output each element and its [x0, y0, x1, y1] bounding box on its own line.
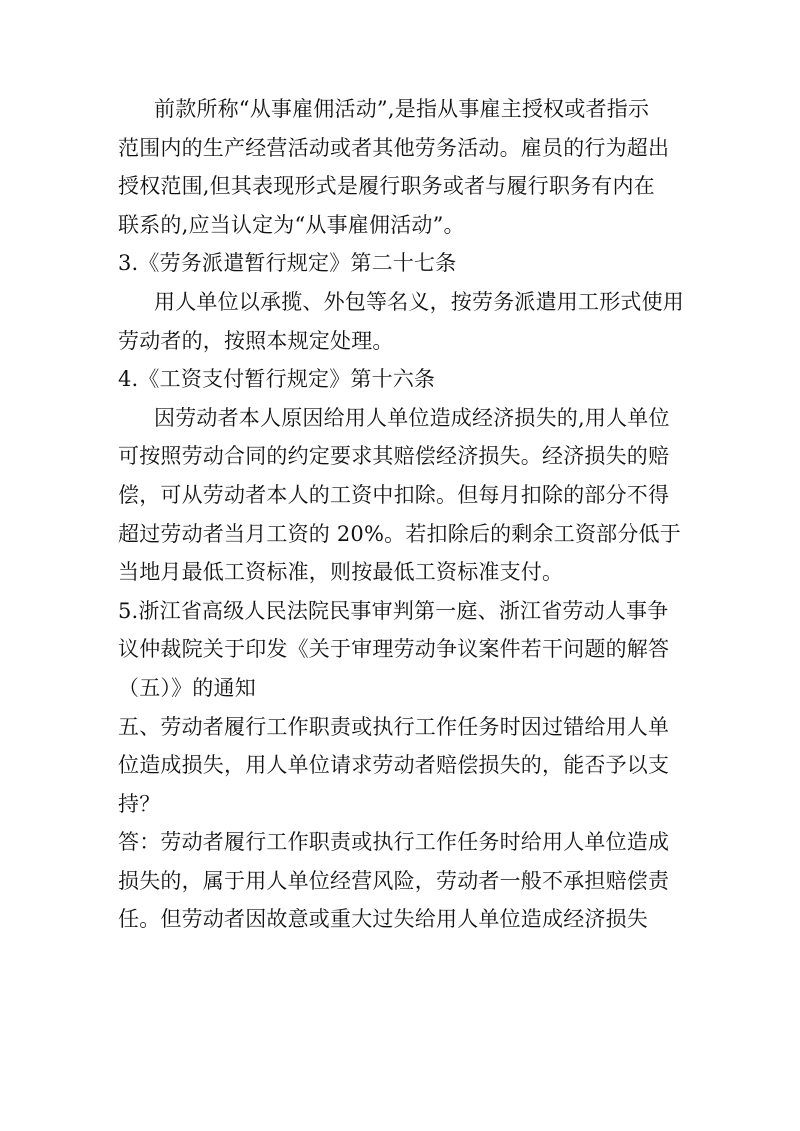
- section-heading: 3.《劳务派遣暂行规定》第二十七条: [118, 251, 457, 276]
- text-line: 前款所称“从事雇佣活动”,是指从事雇主授权或者指示: [154, 97, 650, 121]
- text-line: 因劳动者本人原因给用人单位造成经济损失的,用人单位: [154, 405, 670, 430]
- text-line: 偿，可从劳动者本人的工资中扣除。但每月扣除的部分不得: [118, 482, 670, 507]
- section-heading: 议仲裁院关于印发《关于审理劳动争议案件若干问题的解答: [118, 637, 670, 662]
- heading-wage-payment-article-16: [118, 360, 684, 399]
- document-page: [118, 90, 684, 939]
- answer-item-five: [118, 823, 684, 939]
- paragraph-employment-activity-definition: [118, 90, 684, 244]
- text-line: 劳动者的，按照本规定处理。: [118, 328, 394, 353]
- question-item-five: [118, 708, 684, 824]
- text-line: 持？: [118, 791, 161, 816]
- heading-zhejiang-court-notice: [118, 592, 684, 708]
- text-line: 当地月最低工资标准，则按最低工资标准支付。: [118, 560, 564, 585]
- text-line: 用人单位以承揽、外包等名义，按劳务派遣用工形式使用: [154, 289, 684, 314]
- text-line: 超过劳动者当月工资的 20%。若扣除后的剩余工资部分低于: [118, 521, 681, 546]
- section-heading: 4.《工资支付暂行规定》第十六条: [118, 367, 436, 392]
- text-line: 答：劳动者履行工作职责或执行工作任务时给用人单位造成: [118, 830, 670, 855]
- heading-labor-dispatch-article-27: [118, 244, 684, 283]
- text-line: 任。但劳动者因故意或重大过失给用人单位造成经济损失: [118, 907, 648, 932]
- section-heading: 5.浙江省高级人民法院民事审判第一庭、浙江省劳动人事争: [118, 598, 669, 623]
- text-line: 联系的,应当认定为“从事雇佣活动”。: [118, 212, 465, 237]
- text-line: 五、劳动者履行工作职责或执行工作任务时因过错给用人单: [118, 714, 670, 739]
- text-line: 范围内的生产经营活动或者其他劳务活动。雇员的行为超出: [118, 135, 670, 160]
- text-line: 损失的，属于用人单位经营风险，劳动者一般不承担赔偿责: [118, 868, 670, 893]
- paragraph-labor-dispatch-rule: [118, 283, 684, 360]
- text-line: 位造成损失，用人单位请求劳动者赔偿损失的，能否予以支: [118, 753, 670, 778]
- text-line: 授权范围,但其表现形式是履行职务或者与履行职务有内在: [118, 174, 655, 199]
- paragraph-wage-deduction-rule: [118, 399, 684, 592]
- section-heading: （五）》的通知: [118, 675, 256, 700]
- text-line: 可按照劳动合同的约定要求其赔偿经济损失。经济损失的赔: [118, 444, 670, 469]
